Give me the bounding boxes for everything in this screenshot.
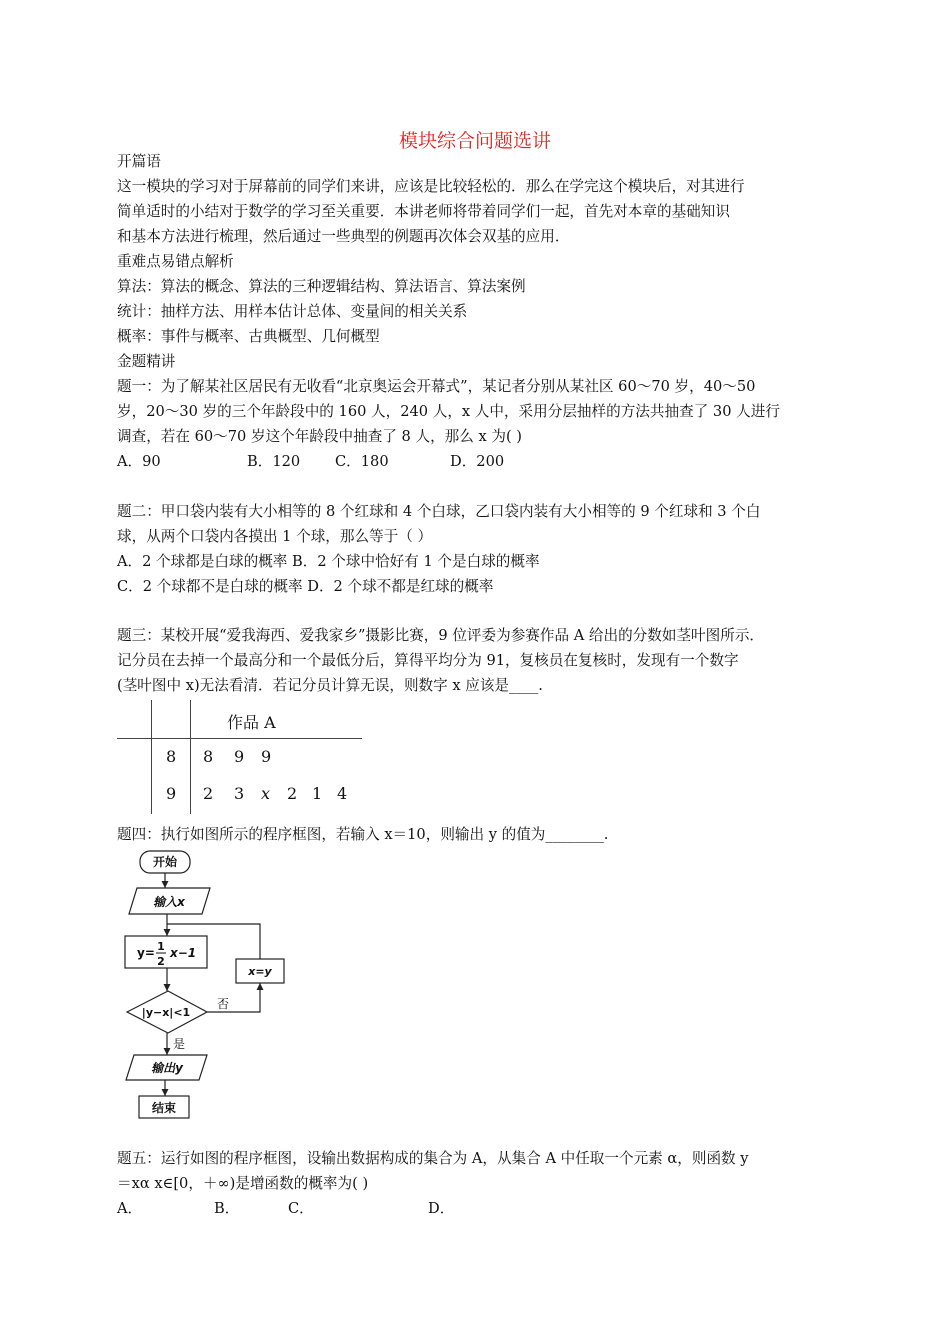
- flowchart-start-label: 开始: [152, 855, 178, 869]
- leaf-value: 2: [287, 784, 298, 803]
- question-1-text: 岁，20～30 岁的三个年龄段中的 160 人，240 人，x 人中，采用分层抽样的方法共抽查了 30 人进行: [117, 403, 780, 420]
- leaf-value: 9: [234, 747, 245, 766]
- question-2-options-ab: A．2 个球都是白球的概率 B．2 个球中恰好有 1 个是白球的概率: [117, 553, 540, 570]
- question-1-text: 题一：为了解某社区居民有无收看“北京奥运会开幕式”，某记者分别从某社区 60～70 岁，40～50: [117, 378, 756, 395]
- flowchart-yes-label: 是: [173, 1037, 186, 1051]
- question-3-text: (茎叶图中 x)无法看清．若记分员计算无误，则数字 x 应该是____.: [117, 677, 543, 694]
- question-3-text: 题三：某校开展“爱我海西、爱我家乡”摄影比赛，9 位评委为参赛作品 A 给出的分数如茎叶图所示．: [117, 627, 765, 644]
- key-point-probability: 概率：事件与概率、古典概型、几何概型: [117, 328, 380, 345]
- leaf-value-unknown: x: [261, 784, 271, 803]
- flowchart-no-label: 否: [217, 997, 230, 1011]
- stem-leaf-plot: [117, 700, 362, 814]
- leaf-value: 1: [312, 784, 323, 803]
- flowchart-fraction-numerator: 1: [157, 940, 165, 953]
- leaf-value: 2: [203, 784, 214, 803]
- program-flowchart: [117, 850, 287, 1120]
- key-point-statistics: 统计：抽样方法、用样本估计总体、变量间的相关关系: [117, 303, 468, 320]
- section-heading-key-points: 重难点易错点解析: [117, 253, 234, 270]
- intro-text-line: 简单适时的小结对于数学的学习至关重要．本讲老师将带着同学们一起，首先对本章的基础知识: [117, 203, 730, 220]
- question-2-options-cd: C．2 个球都不是白球的概率 D．2 个球不都是红球的概率: [117, 578, 494, 595]
- question-5-text: 题五：运行如图的程序框图，设输出数据构成的集合为 A，从集合 A 中任取一个元素 α，则函数 y: [117, 1150, 749, 1167]
- question-1-option-c: C．180: [335, 453, 389, 470]
- leaf-value: 8: [203, 747, 214, 766]
- leaf-value: 3: [234, 784, 245, 803]
- question-2-text: 球，从两个口袋内各摸出 1 个球，那么等于（ ）: [117, 528, 433, 545]
- flowchart-assign-prefix: y=: [137, 946, 155, 960]
- flowchart-input-label: 输入x: [153, 895, 185, 909]
- key-point-algorithm: 算法：算法的概念、算法的三种逻辑结构、算法语言、算法案例: [117, 278, 526, 295]
- stem-value: 8: [166, 747, 177, 766]
- intro-text-line: 和基本方法进行梳理，然后通过一些典型的例题再次体会双基的应用．: [117, 228, 570, 245]
- stem-value: 9: [166, 784, 177, 803]
- leaf-value: 4: [337, 784, 348, 803]
- question-5-text: ＝xα x∈[0，＋∞)是增函数的概率为( ): [117, 1175, 369, 1192]
- stem-leaf-divider: [117, 738, 362, 739]
- question-2-text: 题二：甲口袋内装有大小相等的 8 个红球和 4 个白球，乙口袋内装有大小相等的 9 个红球和 3 个白: [117, 503, 761, 520]
- page-title: 模块综合问题选讲: [398, 130, 551, 152]
- flowchart-end-label: 结束: [151, 1101, 177, 1115]
- leaf-value: 9: [261, 747, 272, 766]
- flowchart-output-label: 输出y: [151, 1061, 183, 1075]
- intro-text-line: 这一模块的学习对于屏幕前的同学们来讲，应该是比较轻松的．那么在学完这个模块后，对其进行: [117, 178, 745, 195]
- question-1-text: 调查，若在 60～70 岁这个年龄段中抽查了 8 人，那么 x 为( ): [117, 428, 522, 445]
- stem-leaf-divider: [190, 700, 191, 814]
- question-5-option-b: B．: [214, 1200, 240, 1217]
- question-1-option-d: D．200: [450, 453, 505, 470]
- flowchart-fraction-denominator: 2: [157, 955, 165, 968]
- stem-leaf-divider: [151, 700, 152, 814]
- question-1-option-a: A．90: [117, 453, 161, 470]
- question-1-option-b: B．120: [247, 453, 301, 470]
- question-5-option-a: A．: [117, 1200, 143, 1217]
- question-5-option-c: C．: [288, 1200, 314, 1217]
- section-heading-intro: 开篇语: [117, 153, 161, 170]
- question-5-option-d: D．: [428, 1200, 455, 1217]
- question-4-text: 题四：执行如图所示的程序框图，若输入 x＝10，则输出 y 的值为________.: [117, 826, 609, 843]
- flowchart-condition-label: |y−x|<1: [141, 1006, 191, 1019]
- flowchart-assign-suffix: x−1: [170, 946, 197, 960]
- question-3-text: 记分员在去掉一个最高分和一个最低分后，算得平均分为 91，复核员在复核时，发现有一个数字: [117, 652, 739, 669]
- stem-leaf-header: 作品 A: [227, 713, 276, 732]
- section-heading-problems: 金题精讲: [117, 353, 176, 370]
- flowchart-update-label: x=y: [248, 965, 272, 978]
